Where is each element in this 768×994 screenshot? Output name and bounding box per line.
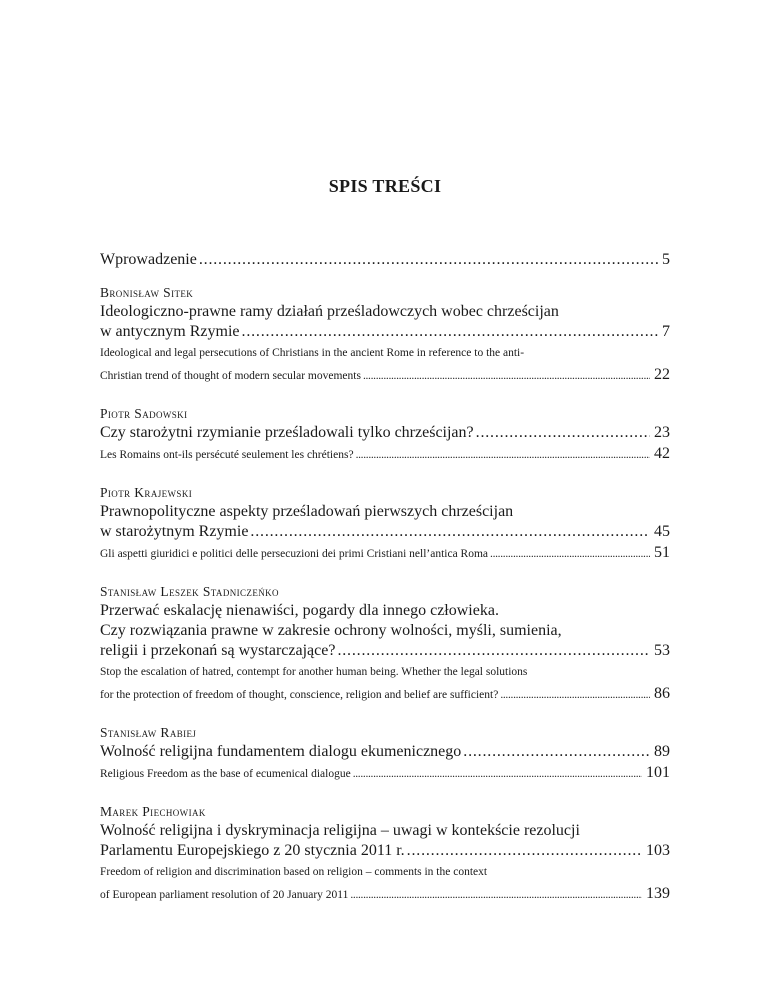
entry-translation: Les Romains ont-ils persécuté seulement les chrétiens? [100,449,354,461]
dot-leader [337,641,650,661]
toc-entries [100,250,670,906]
spacer [100,706,670,724]
entry-title: Wolność religijna fundamentem dialogu ekumenicznego [100,743,462,760]
spacer [100,270,670,284]
toc-entry [100,803,670,906]
toc-line [100,841,670,861]
toc-line [100,861,670,883]
toc-line [100,683,670,706]
dot-leader [407,841,642,861]
dot-leader [350,884,642,906]
page-number: 103 [646,842,670,859]
toc-line [100,502,670,522]
page-number: 23 [654,424,670,441]
entry-title: Prawnopolityczne aspekty prześladowań pierwszych chrześcijan [100,503,514,520]
entry-title: Przerwać eskalację nienawiści, pogardy dla innego człowieka. [100,602,499,619]
page-title: SPIS TREŚCI [328,176,442,196]
toc-line [100,342,670,364]
entry-author: Piotr Sadowski [100,406,188,421]
entry-title: Ideologiczno-prawne ramy działań prześladowczych wobec chrześcijan [100,303,559,320]
entry-translation: for the protection of freedom of thought, conscience, religion and belief are sufficient? [100,689,499,701]
page-number: 45 [654,523,670,540]
entry-title: w antycznym Rzymie [100,323,240,340]
spacer [100,785,670,803]
toc-entry [100,484,670,565]
spacer [100,466,670,484]
entry-title: Wolność religijna i dyskryminacja religijna – uwagi w kontekście rezolucji [100,822,580,839]
dot-leader [356,444,650,466]
entry-title: Parlamentu Europejskiego z 20 stycznia 2011 r. [100,842,405,859]
entry-title: Czy starożytni rzymianie prześladowali tylko chrześcijan? [100,424,474,441]
toc-line [100,742,670,762]
spacer [100,387,670,405]
entry-translation: Freedom of religion and discrimination based on religion – comments in the context [100,866,488,878]
dot-leader [363,365,650,387]
entry-author: Stanisław Leszek Stadniczeńko [100,584,279,599]
entry-author: Stanisław Rabiej [100,725,197,740]
page-number: 51 [654,544,670,561]
page-number: 42 [654,445,670,462]
toc-entry [100,724,670,785]
entry-translation: Stop the escalation of hatred, contempt for another human being. Whether the legal solutions [100,666,528,678]
toc-line [100,883,670,906]
page-number: 22 [654,366,670,383]
toc-entry [100,284,670,387]
toc-line [100,661,670,683]
entry-translation: Gli aspetti giuridici e politici delle persecuzioni dei primi Cristiani nell’antica Roma [100,548,489,560]
dot-leader [199,250,658,270]
entry-translation: Christian trend of thought of modern secular movements [100,370,361,382]
toc-entry [100,405,670,466]
toc-page [100,0,670,994]
toc-line [100,302,670,322]
toc-line [100,601,670,621]
page-number: 86 [654,685,670,702]
entry-translation: of European parliament resolution of 20 January 2011 [100,889,349,901]
entry-title: Wprowadzenie [100,251,197,268]
spacer [100,565,670,583]
entry-author: Bronisław Sitek [100,285,194,300]
toc-line [100,423,670,443]
page-number: 5 [662,251,670,268]
dot-leader [463,742,650,762]
toc-line [100,542,670,565]
entry-title: Czy rozwiązania prawne w zakresie ochrony wolności, myśli, sumienia, [100,622,562,639]
toc-line [100,322,670,342]
page-number: 139 [646,885,670,902]
entry-author: Piotr Krajewski [100,485,193,500]
entry-translation: Religious Freedom as the base of ecumenical dialogue [100,768,351,780]
dot-leader [242,322,658,342]
toc-line [100,762,670,785]
toc-line [100,821,670,841]
page-number: 53 [654,642,670,659]
dot-leader [500,684,650,706]
entry-title: religii i przekonań są wystarczające? [100,642,336,659]
toc-entry [100,583,670,706]
page-number: 7 [662,323,670,340]
dot-leader [490,543,650,565]
page-number: 101 [646,764,670,781]
dot-leader [250,522,650,542]
toc-line [100,364,670,387]
entry-title: w starożytnym Rzymie [100,523,249,540]
dot-leader [476,423,650,443]
entry-translation: Ideological and legal persecutions of Christians in the ancient Rome in reference to the anti- [100,347,525,359]
dot-leader [353,763,642,785]
toc-line [100,641,670,661]
entry-author: Marek Piechowiak [100,804,206,819]
toc-line [100,522,670,542]
page-number: 89 [654,743,670,760]
toc-line [100,443,670,466]
toc-line [100,250,670,270]
toc-line [100,621,670,641]
toc-entry-intro [100,250,670,270]
